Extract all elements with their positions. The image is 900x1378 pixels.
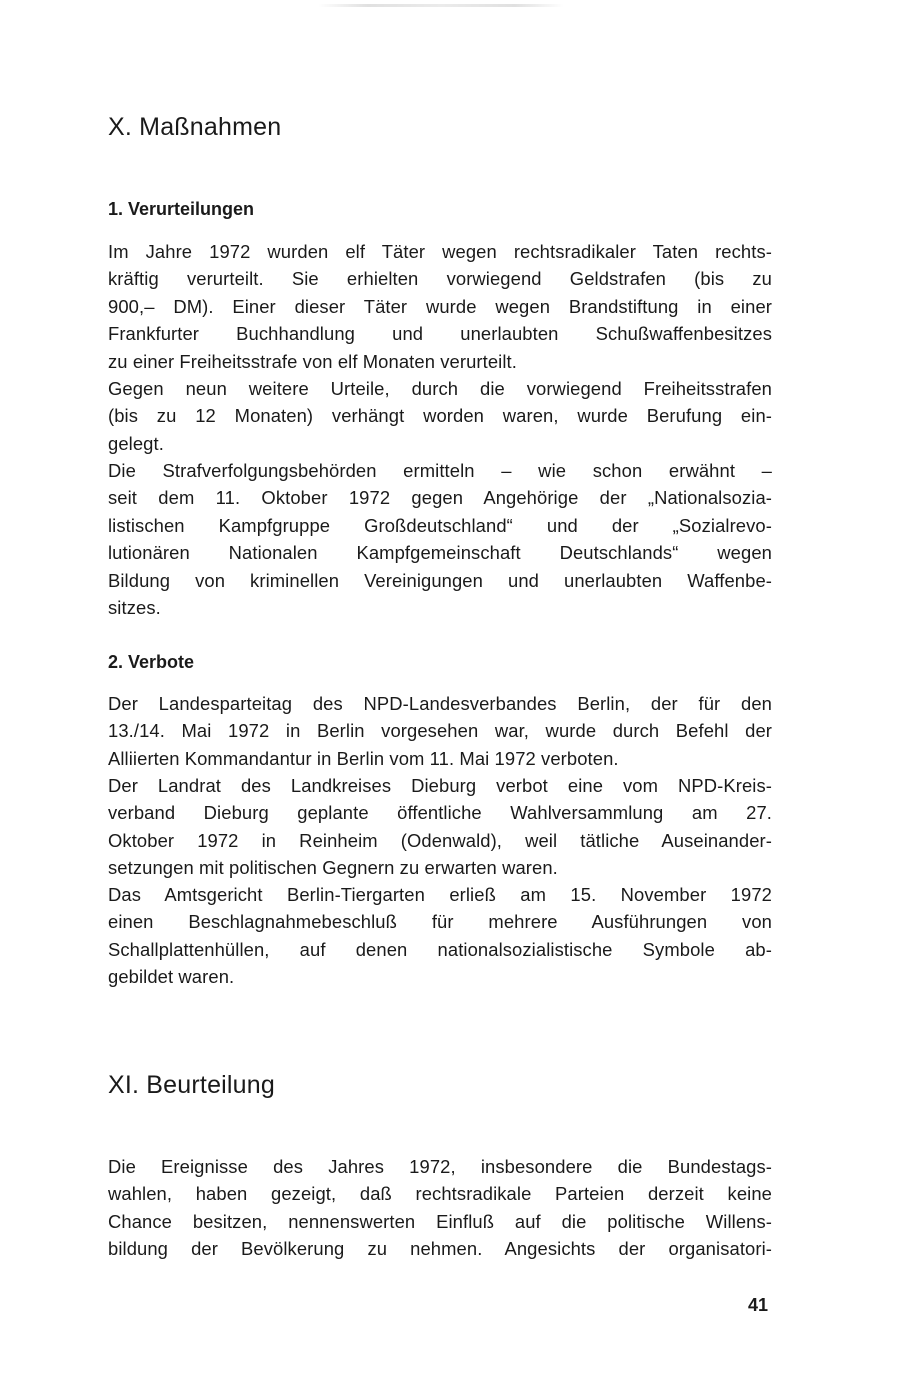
paragraph-verbote-3 [108, 881, 772, 991]
text-line: (bis zu 12 Monaten) verhängt worden waren, wurde Berufung ein- [108, 405, 772, 427]
text-line: Chance besitzen, nennenswerten Einfluß auf die politische Willens- [108, 1210, 772, 1232]
page-number: 41 [748, 1295, 769, 1315]
paragraph-verurteilungen-2 [108, 375, 772, 457]
text-line: Der Landesparteitag des NPD-Landesverbandes Berlin, der für den [108, 693, 772, 714]
paragraph-verbote-1 [108, 690, 772, 772]
text-line: Die Ereignisse des Jahres 1972, insbesondere die Bundestags- [108, 1156, 772, 1177]
text-line: lutionären Nationalen Kampfgemeinschaft Deutschlands“ wegen [108, 542, 772, 564]
text-line: 13./14. Mai 1972 in Berlin vorgesehen war, wurde durch Befehl der [108, 720, 772, 742]
text-line: sitzes. [108, 596, 161, 618]
text-line: Die Strafverfolgungsbehörden ermitteln – wie schon erwähnt – [108, 460, 772, 481]
text-line: bildung der Bevölkerung zu nehmen. Angesichts der organisatori- [108, 1238, 772, 1260]
text-line: Im Jahre 1972 wurden elf Täter wegen rechtsradikaler Taten rechts- [108, 241, 772, 262]
paragraph-verurteilungen-3 [108, 457, 772, 621]
paragraph-verbote-2 [108, 772, 772, 882]
text-line: setzungen mit politischen Gegnern zu erwarten waren. [108, 857, 558, 879]
text-line: einen Beschlagnahmebeschluß für mehrere Ausführungen von [108, 911, 772, 933]
text-line: Alliierten Kommandantur in Berlin vom 11. Mai 1972 verboten. [108, 747, 619, 769]
chapter-x-title: X. Maßnahmen [108, 113, 282, 141]
chapter-xi-title: XI. Beurteilung [108, 1071, 275, 1099]
text-line: Das Amtsgericht Berlin-Tiergarten erließ am 15. November 1972 [108, 884, 772, 905]
section-verurteilungen-heading: 1. Verurteilungen [108, 199, 255, 219]
text-line: kräftig verurteilt. Sie erhielten vorwiegend Geldstrafen (bis zu [108, 268, 772, 290]
text-line: listischen Kampfgruppe Großdeutschland“ und der „Sozialrevo- [108, 514, 772, 536]
text-line: zu einer Freiheitsstrafe von elf Monaten verurteilt. [108, 350, 517, 372]
text-line: wahlen, haben gezeigt, daß rechtsradikale Parteien derzeit keine [108, 1183, 772, 1205]
paragraph-verurteilungen-1 [108, 238, 772, 375]
text-line: Oktober 1972 in Reinheim (Odenwald), weil tätliche Auseinander- [108, 829, 772, 851]
text-line: Bildung von kriminellen Vereinigungen und unerlaubten Waffenbe- [108, 569, 772, 591]
text-line: Gegen neun weitere Urteile, durch die vorwiegend Freiheitsstrafen [108, 378, 772, 399]
text-line: Frankfurter Buchhandlung und unerlaubten Schußwaffenbesitzes [108, 323, 772, 345]
text-line: 900,– DM). Einer dieser Täter wurde wegen Brandstiftung in einer [108, 295, 772, 317]
section-verbote-heading: 2. Verbote [108, 652, 195, 672]
paragraph-beurteilung-1 [108, 1153, 772, 1263]
text-line: Der Landrat des Landkreises Dieburg verbot eine vom NPD-Kreis- [108, 775, 772, 796]
text-line: Schallplattenhüllen, auf denen nationalsozialistische Symbole ab- [108, 938, 772, 960]
scan-edge-mark [318, 4, 564, 7]
text-line: gelegt. [108, 432, 164, 454]
text-line: verband Dieburg geplante öffentliche Wahlversammlung am 27. [108, 802, 772, 824]
text-line: seit dem 11. Oktober 1972 gegen Angehörige der „Nationalsozia- [108, 487, 772, 509]
text-line: gebildet waren. [108, 966, 235, 988]
